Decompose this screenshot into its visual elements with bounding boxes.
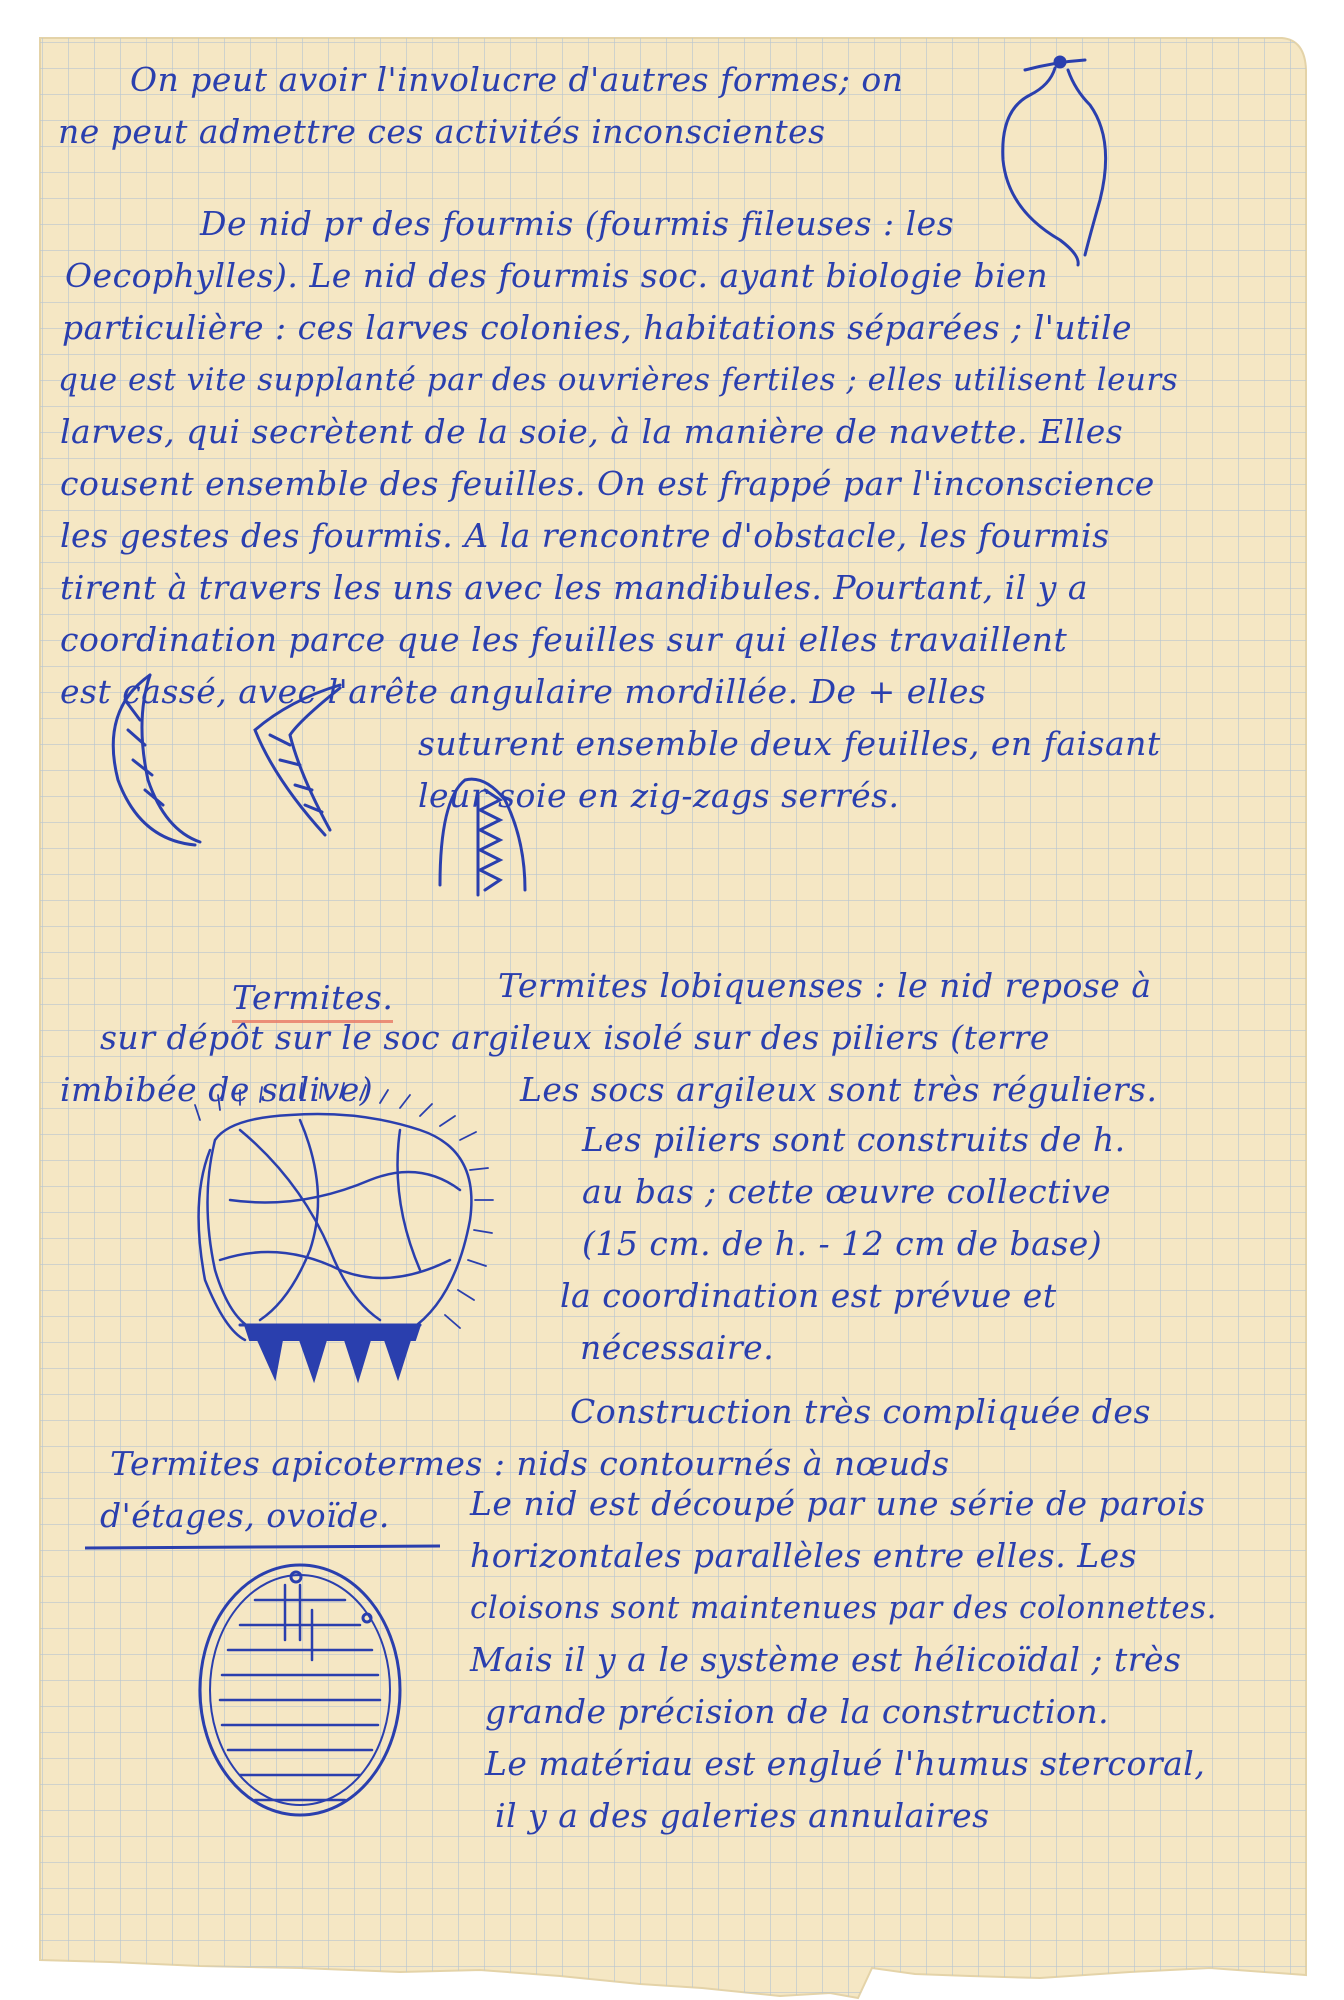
note-line-19: Les socs argileux sont très réguliers.: [520, 1070, 1158, 1109]
note-line-24: nécessaire.: [580, 1328, 775, 1367]
note-line-9: les gestes des fourmis. A la rencontre d'obstacle, les fourmis: [60, 516, 1110, 555]
note-line-8: cousent ensemble des feuilles. On est frappé par l'inconscience: [60, 464, 1155, 503]
note-line-11: coordination parce que les feuilles sur qui elles travaillent: [60, 620, 1068, 659]
divider-line: [85, 1546, 440, 1548]
note-line-22: (15 cm. de h. - 12 cm de base): [582, 1224, 1103, 1263]
note-line-14: leur soie en zig-zags serrés.: [418, 776, 900, 815]
note-line-6: que est vite supplanté par des ouvrières fertiles ; elles utilisent leurs: [58, 362, 1179, 398]
note-line-33: Le matériau est englué l'humus stercoral,: [485, 1744, 1206, 1783]
note-line-12: est cassé, avec l'arête angulaire mordillée. De + elles: [60, 672, 987, 711]
note-line-13: suturent ensemble deux feuilles, en faisant: [418, 724, 1161, 763]
note-line-29: horizontales parallèles entre elles. Les: [470, 1536, 1138, 1575]
note-line-34: il y a des galeries annulaires: [495, 1796, 990, 1835]
note-line-27: d'étages, ovoïde.: [100, 1496, 390, 1535]
note-line-7: larves, qui secrètent de la soie, à la manière de navette. Elles: [60, 412, 1124, 451]
note-line-4: Oecophylles). Le nid des fourmis soc. ayant biologie bien: [65, 256, 1049, 295]
note-line-28: Le nid est découpé par une série de parois: [470, 1484, 1206, 1523]
note-line-20: Les piliers sont construits de h.: [582, 1120, 1126, 1159]
note-line-15: Termites.: [232, 978, 393, 1023]
note-line-10: tirent à travers les uns avec les mandibules. Pourtant, il y a: [60, 568, 1089, 607]
note-line-25: Construction très compliquée des: [570, 1392, 1151, 1431]
note-line-30: cloisons sont maintenues par des colonnettes.: [470, 1590, 1217, 1626]
note-line-32: grande précision de la construction.: [485, 1692, 1110, 1731]
note-line-3: De nid pr des fourmis (fourmis fileuses : les: [200, 204, 955, 243]
note-line-18: imbibée de salive): [60, 1070, 374, 1109]
note-line-23: la coordination est prévue et: [560, 1276, 1057, 1315]
note-line-16: Termites lobiquenses : le nid repose à: [498, 966, 1152, 1005]
note-line-1: On peut avoir l'involucre d'autres formes; on: [130, 60, 904, 99]
note-line-21: au bas ; cette œuvre collective: [582, 1172, 1112, 1211]
note-line-2: ne peut admettre ces activités inconscientes: [58, 112, 826, 151]
note-line-5: particulière : ces larves colonies, habitations séparées ; l'utile: [62, 308, 1133, 347]
note-line-26: Termites apicotermes : nids contournés à nœuds: [110, 1444, 950, 1483]
note-line-17: sur dépôt sur le soc argileux isolé sur des piliers (terre: [100, 1018, 1050, 1057]
note-line-31: Mais il y a le système est hélicoïdal ; très: [470, 1640, 1182, 1679]
